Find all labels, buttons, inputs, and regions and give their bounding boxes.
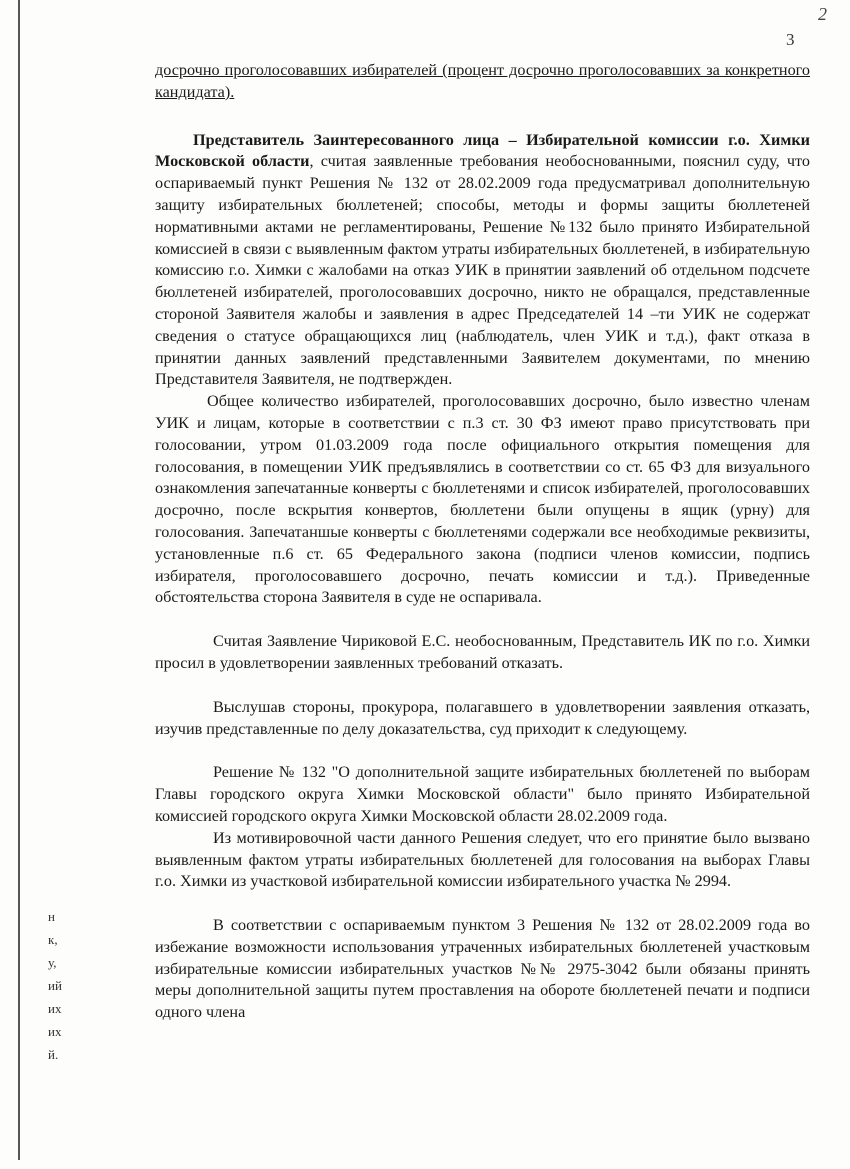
document-body: [155, 60, 810, 1024]
representative-heading: Представитель Заинтересованного лица – Избирательной комиссии г.о. Химки Московской области: [155, 130, 810, 171]
margin-fragment: их: [48, 1001, 62, 1016]
paragraph-continuation: досрочно проголосовавших избирателей (процент досрочно проголосовавших за конкретного кандидата).: [155, 61, 810, 101]
paragraph-motivation: Из мотивировочной части данного Решения следует, что его принятие было вызвано выявленным фактом утраты избирательных бюллетеней для голосования на выборах Главы г.о. Химки из участковой избирательной комиссии избирательного участка № 2994.: [155, 828, 810, 891]
representative-text: , считая заявленные требования необоснованными, пояснил суду, что оспариваемый пункт Решения № 132 от 28.02.2009 года предусматривал дополнительную защиту избирательных бюллетеней; способы, методы и формы защиты бюллетеней нормативными актами не регламентированы, Решение №132 было принято Избирательной комиссией в связи с выявленным фактом утраты избирательных бюллетеней, в избирательную комиссию г.о. Химки с жалобами на отказ УИК в принятии заявлений об отдельном подсчете бюллетеней избирателей, проголосовавших досрочно, никто не обращался, представленные стороной Заявителя жалобы и заявления в адрес Председателей 14 –ти УИК не содержат сведения о статусе обращающихся лиц (наблюдатель, член УИК и т.д.), факт отказа в принятии данных заявлений представленными Заявителем документами, по мнению Представителя Заявителя, не подтвержден.: [155, 152, 810, 389]
margin-fragment: к,: [48, 932, 58, 947]
paragraph-representative-position: [155, 130, 810, 392]
paragraph-request-denial: Считая Заявление Чириковой Е.С. необоснованным, Представитель ИК по г.о. Химки просил в удовлетворении заявленных требований отказать.: [155, 632, 810, 672]
margin-fragment: н: [48, 909, 55, 924]
page-number: 3: [786, 30, 795, 49]
margin-fragment: й.: [48, 1047, 59, 1062]
corner-handwritten-mark: 2: [818, 4, 827, 24]
left-margin-fragments: [48, 905, 80, 1066]
margin-fragment: их: [48, 1024, 62, 1039]
binding-edge-line: [18, 0, 20, 1160]
paragraph-decision-132: Решение № 132 "О дополнительной защите избирательных бюллетеней по выборам Главы городского округа Химки Московской области" было принято Избирательной комиссией городского округа Химки Московской области 28.02.2009 года.: [155, 763, 810, 825]
margin-fragment: ий: [48, 978, 62, 993]
margin-fragment: у,: [48, 955, 57, 970]
paragraph-court-conclusion: Выслушав стороны, прокурора, полагавшего в удовлетворении заявления отказать, изучив представленные по делу доказательства, суд приходит к следующему.: [155, 697, 810, 738]
paragraph-early-voters: Общее количество избирателей, проголосовавших досрочно, было известно членам УИК и лицам, которые в соответствии с п.3 ст. 30 ФЗ имеют право присутствовать при голосовании, утром 01.03.2009 года после официального открытия помещения для голосования, в помещении УИК предъявлялись в соответствии со ст. 65 ФЗ для визуального ознакомления запечатанные конверты с бюллетенями и список избирателей, проголосовавших досрочно, после вскрытия конвертов, бюллетени были опущены в ящик (урну) для голосования. Запечатаншые конверты с бюллетенями содержали все необходимые реквизиты, установленные п.6 ст. 65 Федерального закона (подписи членов комиссии, подпись избирателя, проголосовавшего досрочно, печать комиссии и т.д.). Приведенные обстоятельства сторона Заявителя в суде не оспаривала.: [155, 392, 810, 607]
paragraph-contested-clause: В соответствии с оспариваемым пунктом 3 Решения № 132 от 28.02.2009 года во избежание возможности использования утраченных избирательных бюллетеней участковым избирательные комиссии избирательных участков №№ 2975-3042 были обязаны принять меры дополнительной защиты путем проставления на обороте бюллетеней печати и подписи одного члена: [155, 916, 810, 1022]
